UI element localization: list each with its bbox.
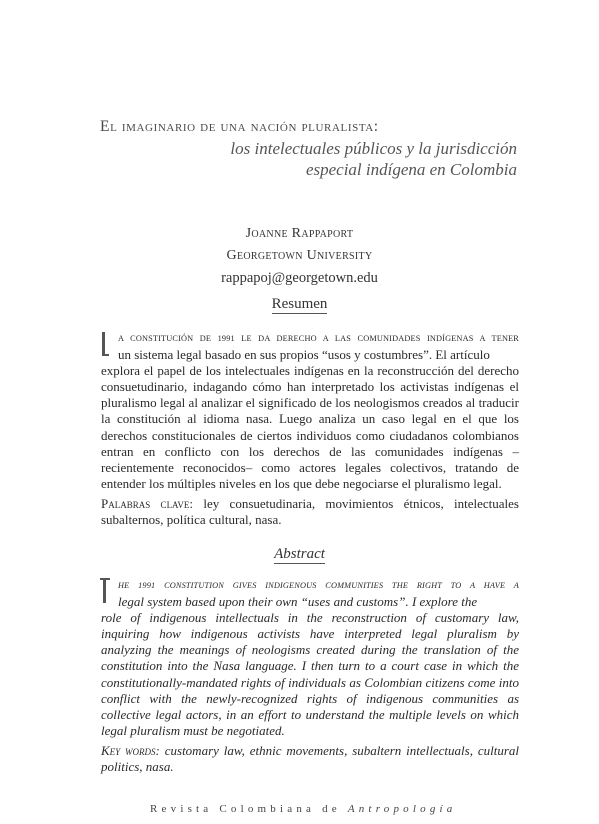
abstract-keywords (101, 743, 519, 775)
abstract-second-line: legal system based upon their own “uses and customs”. I explore the (118, 594, 478, 610)
title-block (100, 118, 519, 180)
resumen-paragraph: explora el papel de los intelectuales indígenas en la reconstrucción del derecho consuetudinario, indagando cómo han interpretado los activistas indígenas el pluralismo legal al analizar el significado de los neologismos creados al traducir la constitución al idioma nasa. Luego analiza un caso legal en el que los derechos constitucionales de ciertos individuos como ciudadanos colombianos entran en conflicto con los derechos de las comunidades indígenas –recientemente reconocidos– como actores legales colectivos, tratando de entender los múltiples niveles en los que debe negociarse el pluralismo legal. (101, 363, 519, 491)
resumen-keywords-text: ley consuetudinaria, movimientos étnicos, intelectuales subalternos, política cultural, nasa. (101, 495, 519, 528)
article-subtitle-line-1: los intelectuales públicos y la jurisdicción (230, 139, 517, 158)
abstract-paragraph: role of indigenous intellectuals in the reconstruction of customary law, inquiring how indigenous activists have interpreted legal pluralism by analyzing the meanings of neologisms created during the translation of the constitution into the Nasa language. I then turn to a court case in which the constitutionally-mandated rights of individuals as Colombian citizens come into conflict with the newly-recognized rights of indigenous communities as collective legal actors, in an effort to understand the multiple levels on which legal pluralism must be negotiated. (101, 610, 519, 738)
author-block (0, 223, 599, 289)
abstract-opening (101, 578, 519, 610)
article-subtitle-line-2: especial indígena en Colombia (305, 160, 517, 179)
resumen-opening (101, 331, 519, 363)
journal-name-plain: Revista Colombiana de (150, 803, 341, 815)
author-email: rappapoj@georgetown.edu (221, 270, 378, 286)
journal-name-italic: Antropología (347, 803, 457, 815)
abstract-first-line: HE 1991 CONSTITUTION GIVES INDIGENOUS COMMUNITIES THE RIGHT TO A HAVE A (118, 581, 519, 590)
resumen-heading-text: Resumen (271, 296, 328, 312)
resumen-keywords (101, 496, 519, 528)
abstract-body (101, 578, 519, 775)
resumen-second-line: un sistema legal basado en sus propios “usos y costumbres”. El artículo (118, 347, 490, 363)
resumen-keywords-label: Palabras clave: (101, 495, 194, 511)
abstract-heading-text: Abstract (274, 546, 325, 562)
author-affiliation: Georgetown University (226, 248, 373, 263)
abstract-keywords-label: Key words: (101, 742, 160, 758)
author-name: Joanne Rappaport (245, 226, 354, 241)
article-title: El imaginario de una nación pluralista: (100, 118, 379, 135)
resumen-first-line: A CONSTITUCIÓN DE 1991 LE DA DERECHO A LAS COMUNIDADES INDÍGENAS A TENER (118, 334, 519, 343)
journal-footer (150, 803, 456, 815)
resumen-heading (0, 295, 599, 314)
abstract-keywords-text: customary law, ethnic movements, subaltern intellectuals, cultural politics, nasa. (101, 742, 519, 775)
resumen-body (101, 331, 519, 528)
abstract-heading (0, 545, 599, 564)
